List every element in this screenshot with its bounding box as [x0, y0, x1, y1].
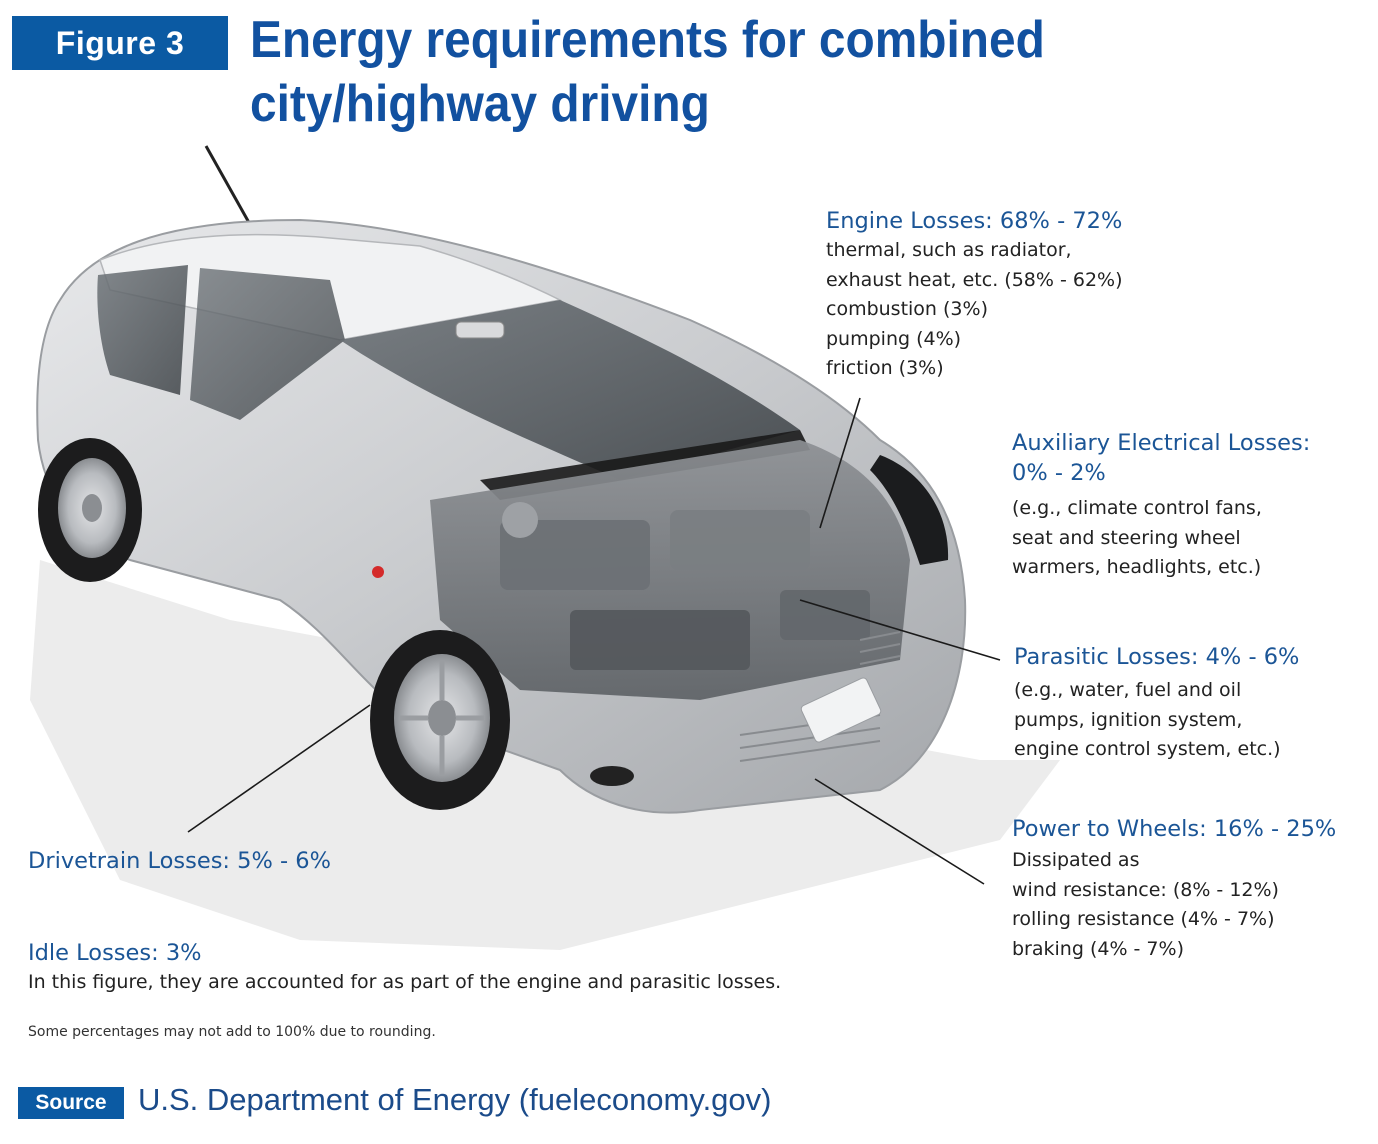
source-badge: Source — [18, 1087, 124, 1119]
auxiliary-losses-block — [1012, 428, 1310, 583]
auxiliary-losses-line: warmers, headlights, etc.) — [1012, 556, 1262, 578]
front-wheel — [370, 630, 510, 810]
engine-losses-line: exhaust heat, etc. (58% - 62%) — [826, 268, 1123, 291]
engine-losses-line: thermal, such as radiator, — [826, 239, 1072, 261]
side-marker-light — [372, 566, 384, 578]
engine-losses-block — [826, 206, 1123, 384]
parasitic-losses-block — [1014, 642, 1299, 765]
parasitic-losses-line: engine control system, etc.) — [1014, 738, 1281, 760]
footnote: Some percentages may not add to 100% due to rounding. — [28, 1024, 436, 1040]
parasitic-losses-line: pumps, ignition system, — [1014, 708, 1243, 731]
parasitic-losses-heading: Parasitic Losses: 4% - 6% — [1014, 644, 1300, 670]
antenna — [206, 146, 252, 228]
engine-losses-line: combustion (3%) — [826, 298, 988, 320]
auxiliary-losses-line: seat and steering wheel — [1012, 526, 1241, 549]
fog-lamp — [590, 766, 634, 786]
idle-losses-block — [28, 938, 781, 998]
engine-losses-heading: Engine Losses: 68% - 72% — [826, 208, 1123, 234]
figure-title-line2: city/highway driving — [250, 75, 710, 133]
auxiliary-losses-heading-line1: Auxiliary Electrical Losses: — [1012, 430, 1311, 456]
idle-losses-line: In this figure, they are accounted for as part of the engine and parasitic losses. — [28, 971, 782, 993]
auxiliary-losses-heading-line2: 0% - 2% — [1012, 460, 1106, 486]
parasitic-losses-line: (e.g., water, fuel and oil — [1014, 679, 1242, 701]
source-text: U.S. Department of Energy (fueleconomy.gov) — [138, 1082, 772, 1117]
power-to-wheels-line: Dissipated as — [1012, 849, 1140, 871]
power-to-wheels-line: wind resistance: (8% - 12%) — [1012, 878, 1279, 901]
engine-losses-line: pumping (4%) — [826, 327, 962, 350]
engine-losses-line: friction (3%) — [826, 357, 944, 379]
power-to-wheels-heading: Power to Wheels: 16% - 25% — [1012, 816, 1337, 842]
drivetrain-losses-block — [28, 846, 331, 876]
idle-losses-heading: Idle Losses: 3% — [28, 940, 202, 966]
rear-wheel — [38, 438, 142, 582]
power-to-wheels-line: braking (4% - 7%) — [1012, 937, 1184, 960]
rearview-mirror — [456, 322, 504, 338]
drivetrain-losses-heading: Drivetrain Losses: 5% - 6% — [28, 848, 331, 874]
auxiliary-losses-line: (e.g., climate control fans, — [1012, 497, 1262, 519]
power-to-wheels-line: rolling resistance (4% - 7%) — [1012, 908, 1275, 930]
figure-title-line1: Energy requirements for combined — [250, 11, 1045, 69]
figure-label-badge: Figure 3 — [12, 16, 228, 70]
power-to-wheels-block — [1012, 814, 1336, 964]
